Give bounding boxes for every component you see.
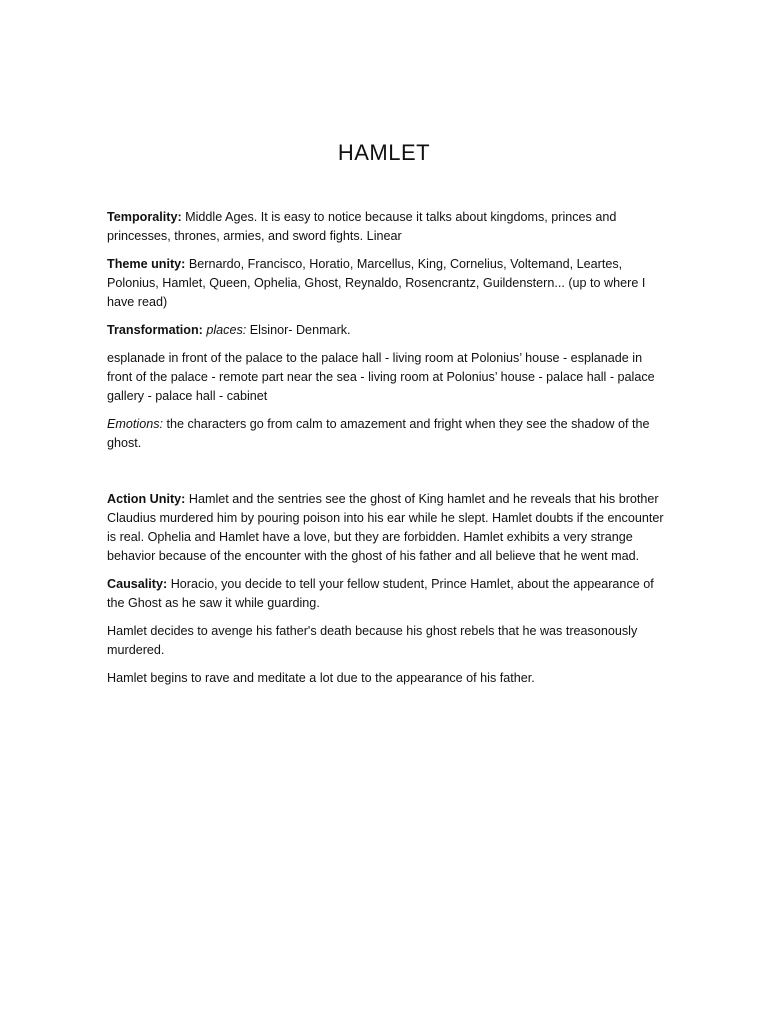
transformation-paragraph — [107, 321, 667, 340]
document-body — [107, 208, 667, 697]
causality-label: Causality: — [107, 577, 168, 591]
causality-paragraph — [107, 575, 667, 613]
temporality-paragraph — [107, 208, 667, 246]
theme-unity-paragraph — [107, 255, 667, 312]
temporality-text: Middle Ages. It is easy to notice because it talks about kingdoms, princes and princesses, thrones, armies, and sword fights. Linear — [107, 210, 617, 243]
action-unity-text: Hamlet and the sentries see the ghost of King hamlet and he reveals that his brother Claudius murdered him by pouring poison into his ear while he slept. Hamlet doubts if the encounter is real. Ophelia and Hamlet have a love, but they are forbidden. Hamlet exhibits a very strange behavior because of the encounter with the ghost of his father and all believe that he went mad. — [107, 492, 664, 563]
action-unity-paragraph — [107, 490, 667, 566]
emotions-paragraph — [107, 415, 667, 453]
emotions-text: the characters go from calm to amazement and fright when they see the shadow of the ghost. — [107, 417, 650, 450]
places-list-paragraph: esplanade in front of the palace to the palace hall - living room at Polonius’ house - esplanade in front of the palace - remote part near the sea - living room at Polonius’ house - palace hall - palace gallery - palace hall - cabinet — [107, 351, 655, 403]
temporality-label: Temporality: — [107, 210, 182, 224]
section-spacer — [107, 462, 667, 490]
emotions-label: Emotions: — [107, 417, 163, 431]
page-title: HAMLET — [337, 140, 431, 165]
causality-text: Horacio, you decide to tell your fellow student, Prince Hamlet, about the appearance of the Ghost as he saw it while guarding. — [107, 577, 654, 610]
transformation-text: Elsinor- Denmark. — [246, 323, 351, 337]
places-label: places: — [202, 323, 247, 337]
causality-second-paragraph: Hamlet decides to avenge his father's death because his ghost rebels that he was treasonously murdered. — [107, 624, 638, 657]
causality-third-paragraph: Hamlet begins to rave and meditate a lot due to the appearance of his father. — [107, 671, 535, 685]
action-unity-label: Action Unity: — [107, 492, 186, 506]
transformation-label: Transformation: — [107, 323, 203, 337]
theme-unity-label: Theme unity: — [107, 257, 186, 271]
theme-unity-text: Bernardo, Francisco, Horatio, Marcellus, King, Cornelius, Voltemand, Leartes, Polonius, Hamlet, Queen, Ophelia, Ghost, Reynaldo, Rosencrantz, Guildenstern... (up to where I have read) — [107, 257, 646, 309]
